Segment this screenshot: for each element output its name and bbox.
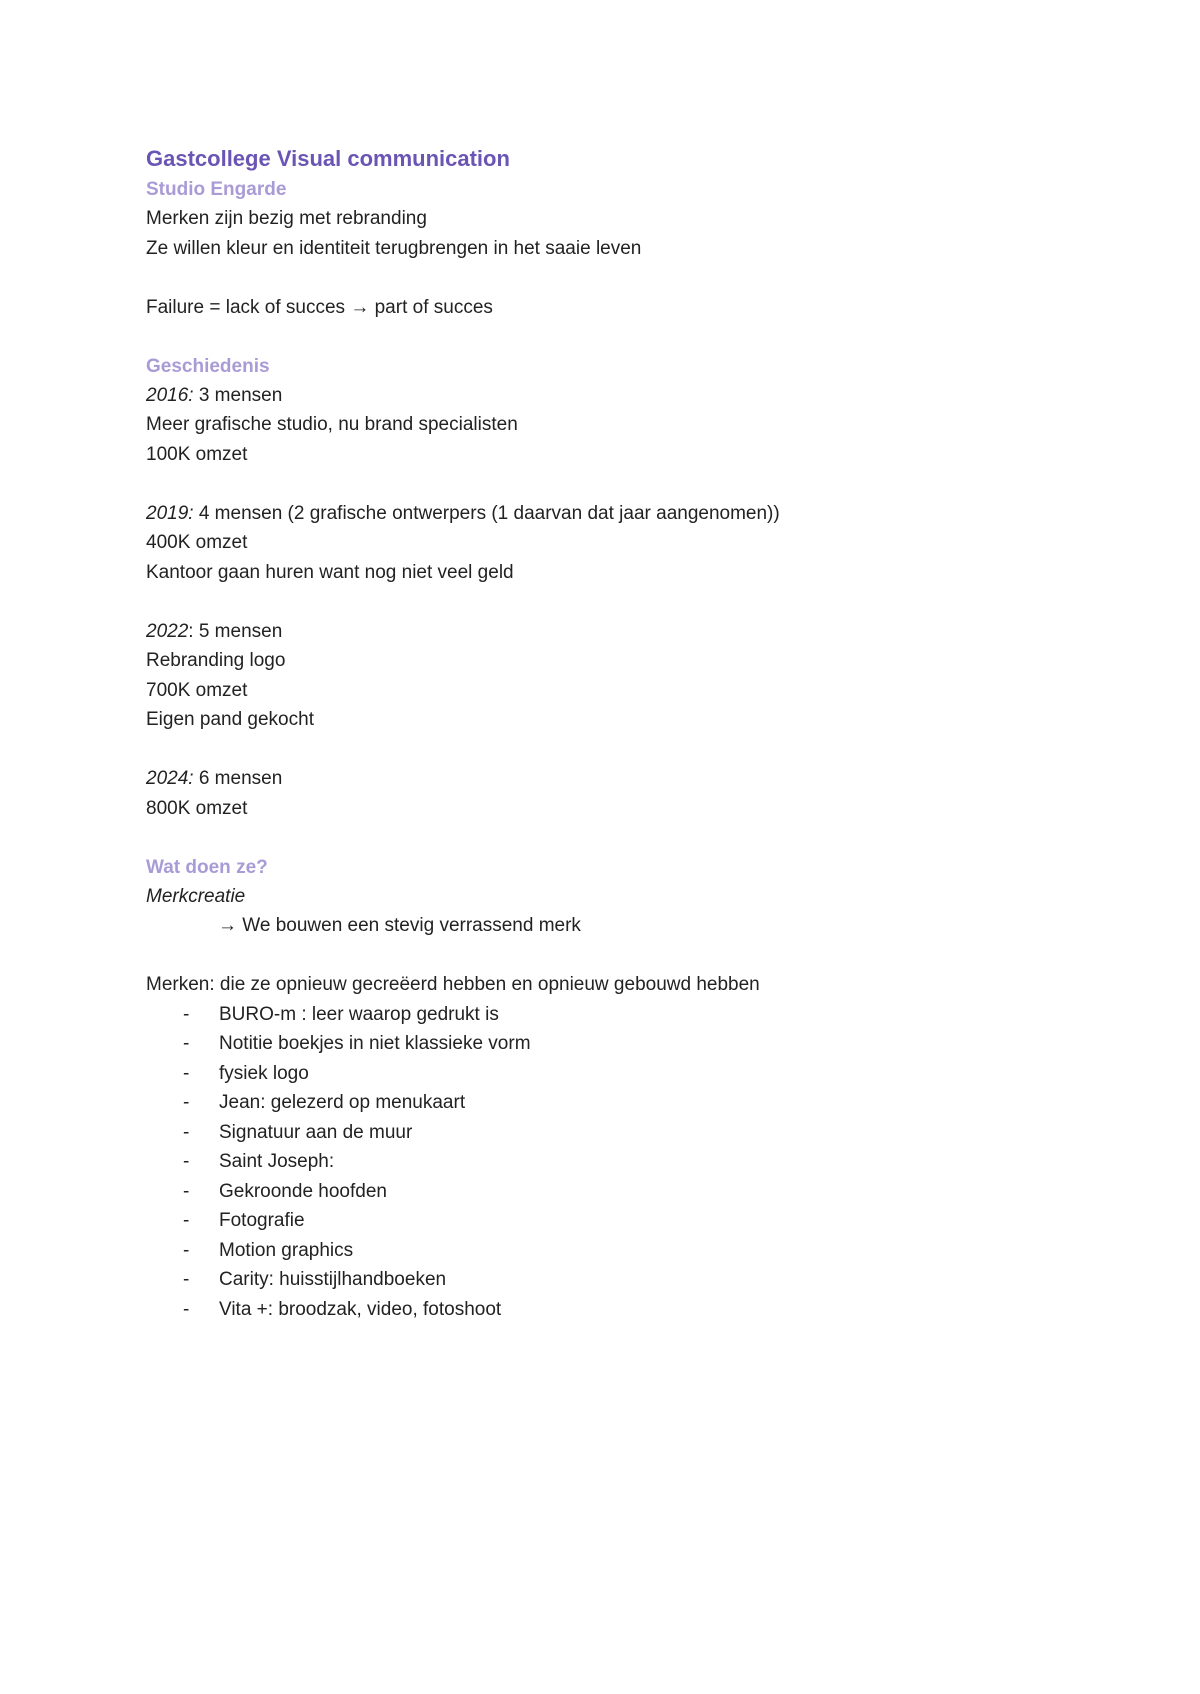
year-2022: 2022	[146, 620, 189, 642]
heading-wat-doen-ze: Wat doen ze?	[146, 856, 268, 878]
failure-line: Failure = lack of succes → part of succes	[146, 296, 493, 318]
history-2024-line	[146, 764, 1086, 794]
list-item	[146, 1206, 1086, 1236]
year-2024: 2024:	[146, 768, 194, 789]
list-item	[146, 1029, 1086, 1059]
people-2024: 6 mensen	[193, 768, 283, 789]
history-2022-line	[146, 617, 1086, 647]
people-2022: : 5 mensen	[188, 620, 283, 642]
dash-bullet: -	[183, 1180, 190, 1202]
text-line: 100K omzet	[146, 443, 248, 465]
dash-bullet: -	[183, 1151, 190, 1172]
list-item-text: Carity: huisstijlhandboeken	[219, 1269, 447, 1290]
text-line: Merken zijn bezig met rebranding	[146, 208, 427, 229]
blank-line	[146, 587, 1086, 617]
list-item	[146, 1265, 1086, 1295]
text-line: 400K omzet	[146, 532, 248, 553]
dash-bullet: -	[183, 1298, 190, 1320]
list-item-text: BURO-m : leer waarop gedrukt is	[219, 1003, 499, 1025]
blank-line	[146, 941, 1086, 971]
blank-line	[146, 322, 1086, 352]
document-title: Gastcollege Visual communication	[146, 146, 510, 171]
text-line: 700K omzet	[146, 679, 248, 701]
brands-list	[146, 1000, 1086, 1325]
text-line: Meer grafische studio, nu brand specialisten	[146, 414, 518, 435]
list-item	[146, 1147, 1086, 1177]
list-item	[146, 1236, 1086, 1266]
dash-bullet: -	[183, 1003, 190, 1025]
list-item-text: Jean: gelezerd op menukaart	[219, 1092, 466, 1113]
subheading-merkcreatie: Merkcreatie	[146, 885, 246, 907]
list-item	[146, 1295, 1086, 1325]
text-line: Eigen pand gekocht	[146, 709, 314, 730]
list-item-text: Notitie boekjes in niet klassieke vorm	[219, 1033, 531, 1054]
heading-studio-engarde: Studio Engarde	[146, 179, 287, 200]
blank-line	[146, 735, 1086, 765]
people-2019: 4 mensen (2 grafische ontwerpers (1 daarvan dat jaar aangenomen))	[193, 502, 780, 524]
text-line: Rebranding logo	[146, 650, 286, 671]
year-2019: 2019:	[146, 502, 194, 524]
list-item-text: Gekroonde hoofden	[219, 1180, 387, 1202]
document-page	[146, 143, 1086, 1324]
dash-bullet: -	[183, 1239, 190, 1261]
text-line: Kantoor gaan huren want nog niet veel geld	[146, 561, 514, 583]
list-item	[146, 1088, 1086, 1118]
arrow-line: → We bouwen een stevig verrassend merk	[218, 915, 581, 936]
list-item	[146, 1177, 1086, 1207]
list-item-text: Vita +: broodzak, video, fotoshoot	[219, 1298, 502, 1320]
heading-geschiedenis: Geschiedenis	[146, 355, 270, 377]
brands-intro: Merken: die ze opnieuw gecreëerd hebben en opnieuw gebouwd hebben	[146, 974, 760, 995]
list-item-text: Signatuur aan de muur	[219, 1121, 413, 1143]
dash-bullet: -	[183, 1033, 190, 1054]
blank-line	[146, 469, 1086, 499]
list-item	[146, 1000, 1086, 1030]
dash-bullet: -	[183, 1121, 190, 1143]
dash-bullet: -	[183, 1092, 190, 1113]
dash-bullet: -	[183, 1269, 190, 1290]
list-item-text: Saint Joseph:	[219, 1151, 335, 1172]
year-2016: 2016:	[146, 384, 194, 406]
dash-bullet: -	[183, 1210, 190, 1231]
list-item	[146, 1118, 1086, 1148]
text-line: 800K omzet	[146, 797, 248, 819]
list-item-text: Fotografie	[219, 1210, 305, 1231]
history-2016-line	[146, 381, 1086, 411]
list-item	[146, 1059, 1086, 1089]
blank-line	[146, 823, 1086, 853]
history-2019-line	[146, 499, 1086, 529]
blank-line	[146, 263, 1086, 293]
people-2016: 3 mensen	[193, 384, 283, 406]
text-line: Ze willen kleur en identiteit terugbrengen in het saaie leven	[146, 237, 642, 259]
list-item-text: fysiek logo	[219, 1062, 309, 1084]
list-item-text: Motion graphics	[219, 1239, 354, 1261]
dash-bullet: -	[183, 1062, 190, 1084]
